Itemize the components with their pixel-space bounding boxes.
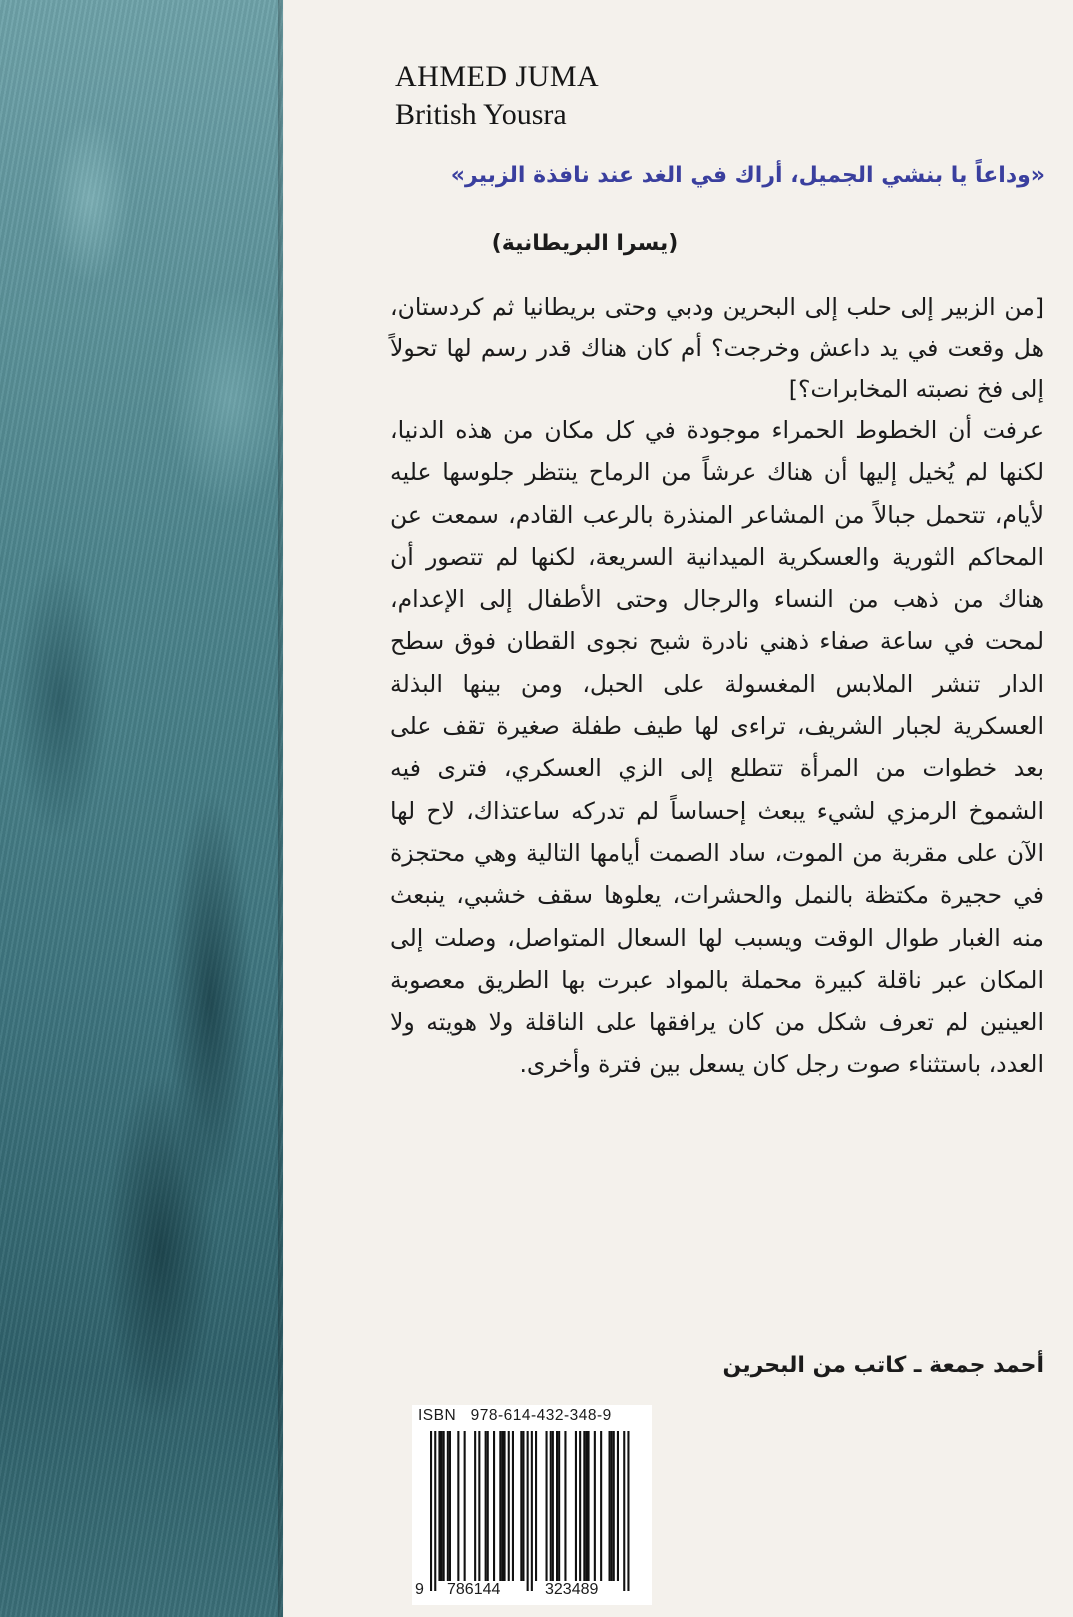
barcode-bar xyxy=(531,1431,533,1591)
barcode-bar xyxy=(474,1431,476,1581)
barcode-bar xyxy=(522,1431,524,1581)
barcode-digits-right: 323489 xyxy=(545,1581,599,1598)
barcode-bar xyxy=(623,1431,625,1591)
barcode-bar xyxy=(575,1431,577,1581)
barcode-bar xyxy=(512,1431,514,1581)
barcode-bar xyxy=(487,1431,489,1581)
isbn-barcode-block xyxy=(412,1405,652,1605)
barcode-bar xyxy=(449,1431,451,1581)
barcode-bar xyxy=(441,1431,443,1581)
barcode-bar xyxy=(594,1431,596,1581)
barcode-bar xyxy=(546,1431,548,1581)
barcode-bar xyxy=(430,1431,432,1591)
book-title-ar: (يسرا البريطانية) xyxy=(491,231,679,256)
barcode-digits-left: 786144 xyxy=(447,1581,501,1598)
barcode-bar xyxy=(600,1431,602,1581)
author-signature-ar: أحمد جمعة ـ كاتب من البحرين xyxy=(722,1353,1044,1378)
barcode-bar xyxy=(556,1431,558,1581)
barcode-bar xyxy=(438,1431,440,1581)
barcode-bar xyxy=(627,1431,629,1591)
barcode-bar xyxy=(609,1431,611,1581)
barcode-digit-first: 9 xyxy=(415,1581,424,1598)
cover-texture-strip xyxy=(0,0,283,1617)
author-name-en: AHMED JUMA xyxy=(395,60,600,93)
barcode-bar xyxy=(583,1431,585,1581)
barcode-bar xyxy=(617,1431,619,1581)
barcode-bar xyxy=(579,1431,581,1581)
barcode-bar xyxy=(520,1431,522,1581)
barcode-bar xyxy=(588,1431,590,1581)
synopsis-paragraph: عرفت أن الخطوط الحمراء موجودة في كل مكان من هذه الدنيا، لكنها لم يُخيل إليها أن هناك عرشاً من الرماح ينتظر جلوسها عليه لأيام، تتحمل جبالاً من المشاعر المنذرة بالرعب القادم، سمعت عن المحاكم الثورية والعسكرية الميدانية السريعة، لكنها لم تتصور أن هناك من ذهب من النساء والرجال وحتى الأطفال إلى الإعدام، لمحت في ساعة صفاء ذهني نادرة شبح نجوى القطان فوق سطح الدار تنشر الملابس المغسولة على الحبل، ومن بينها البذلة العسكرية لجبار الشريف، تراءى لها طيف طفلة صغيرة تقف على بعد خطوات من المرأة تتطلع إلى الزي العسكري، فترى فيه الشموخ الرمزي لشيء يبعث إحساساً لم تدركه ساعتذاك، لاح لها الآن على مقربة من الموت، ساد الصمت أيامها التالية وهي محتجزة في حجيرة مكتظة بالنمل والحشرات، يعلوها سقف خشبي، ينبعث منه الغبار طوال الوقت ويسبب لها السعال المتواصل، وصلت إلى المكان عبر ناقلة كبيرة محملة بالمواد عبرت بها الطريق معصوبة العينين لم تعرف شكل من كان يرافقها على الناقلة ولا هويته ولا العدد، باستثناء صوت رجل كان يسعل بين فترة وأخرى. xyxy=(390,416,1044,1079)
book-quote: «وداعاً يا بنشي الجميل، أراك في الغد عند نافذة الزبير» xyxy=(450,163,1045,188)
barcode-bar xyxy=(457,1431,459,1581)
barcode-bar xyxy=(434,1431,436,1591)
barcode-bar xyxy=(535,1431,537,1581)
barcode-bar xyxy=(613,1431,615,1581)
barcode-digits xyxy=(412,1581,652,1603)
barcode xyxy=(418,1429,646,1595)
barcode-bar xyxy=(443,1431,445,1581)
barcode-bar xyxy=(478,1431,480,1581)
blurb-paragraph: [من الزبير إلى حلب إلى البحرين ودبي وحتى بريطانيا ثم كردستان، هل وقعت في يد داعش وخرجت؟ أم كان هناك قدر رسم لها تحولاً إلى فخ نصبته المخابرات؟] xyxy=(390,293,1044,403)
texture-edge-shadow xyxy=(278,0,284,1617)
barcode-bar xyxy=(501,1431,503,1581)
barcode-bar xyxy=(447,1431,449,1581)
barcode-bar xyxy=(464,1431,466,1581)
barcode-bar xyxy=(552,1431,554,1581)
barcode-bar xyxy=(499,1431,501,1581)
barcode-bar xyxy=(585,1431,587,1581)
book-title-en: British Yousra xyxy=(395,98,567,131)
barcode-bar xyxy=(508,1431,510,1581)
barcode-bar xyxy=(485,1431,487,1581)
barcode-bar xyxy=(558,1431,560,1581)
barcode-bar xyxy=(504,1431,506,1581)
barcode-bar xyxy=(493,1431,495,1581)
barcode-bar xyxy=(550,1431,552,1581)
barcode-bar xyxy=(527,1431,529,1591)
barcode-bar xyxy=(611,1431,613,1581)
barcode-bar xyxy=(564,1431,566,1581)
isbn-label: ISBN 978-614-432-348-9 xyxy=(418,1407,612,1424)
